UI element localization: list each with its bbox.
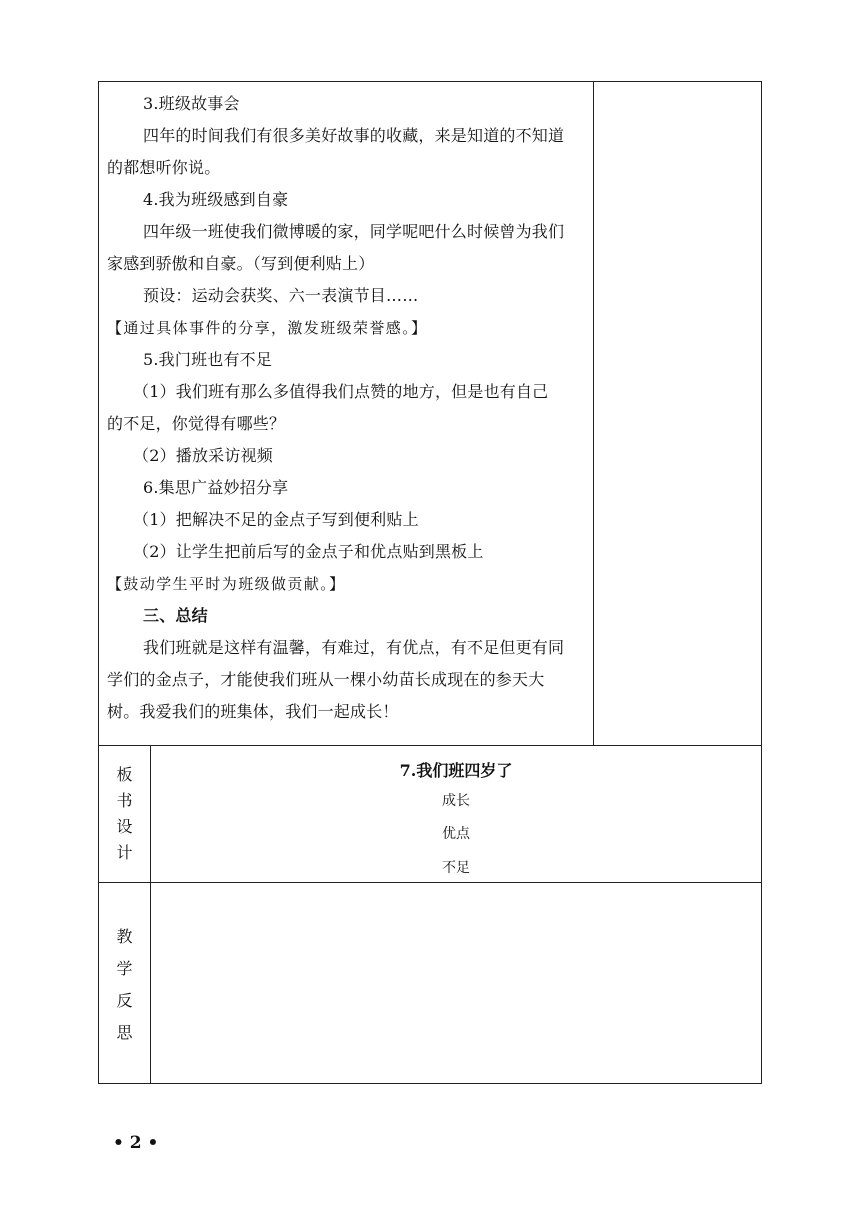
board-label-char: 计 (116, 843, 133, 862)
board-label-char: 书 (116, 791, 133, 810)
content-line: 我们班就是这样有温馨，有难过，有优点，有不足但更有同 (143, 638, 565, 657)
content-line: 5.我门班也有不足 (143, 350, 273, 369)
table-right-border (761, 81, 762, 1084)
page-number: • 2 • (113, 1133, 159, 1153)
reflection-label-char: 思 (116, 1023, 133, 1042)
board-item-growth: 成长 (442, 793, 470, 809)
content-line: 四年级一班使我们微博暖的家，同学呢吧什么时候曾为我们 (143, 222, 565, 241)
content-line: （1）我们班有那么多值得我们点赞的地方，但是也有自己 (133, 382, 549, 401)
reflection-label-char: 教 (116, 927, 133, 946)
row-divider-reflection (98, 882, 762, 883)
content-line: （1）把解决不足的金点子写到便利贴上 (133, 510, 419, 529)
content-line: 4.我为班级感到自豪 (143, 190, 289, 209)
content-line: （2）播放采访视频 (133, 446, 273, 465)
content-line: 6.集思广益妙招分享 (143, 478, 289, 497)
content-line: 四年的时间我们有很多美好故事的收藏，来是知道的不知道 (143, 126, 565, 145)
reflection-label-char: 反 (116, 991, 133, 1010)
board-label-char: 设 (116, 817, 133, 836)
table-top-border (98, 81, 762, 82)
board-item-strengths: 优点 (442, 826, 470, 842)
reflection-label (99, 920, 150, 1050)
board-label-char: 板 (116, 765, 133, 784)
board-design-label (99, 746, 150, 882)
content-line: 【鼓动学生平时为班级做贡献。】 (107, 575, 346, 593)
reflection-label-char: 学 (116, 959, 133, 978)
lesson-content (107, 88, 587, 728)
content-line: 三、总结 (143, 606, 208, 625)
notes-column-divider (593, 81, 594, 746)
board-title: 7.我们班四岁了 (399, 761, 513, 780)
content-line: 【通过具体事件的分享，激发班级荣誉感。】 (107, 319, 428, 337)
content-line: 3.班级故事会 (143, 94, 240, 113)
content-line: 的不足，你觉得有哪些？ (107, 414, 286, 433)
content-line: （2）让学生把前后写的金点子和优点贴到黑板上 (133, 542, 484, 561)
board-item-shortcomings: 不足 (442, 860, 470, 876)
content-line: 预设：运动会获奖、六一表演节目…… (143, 286, 419, 305)
content-line: 的都想听你说。 (107, 158, 221, 177)
content-line: 树。我爱我们的班集体，我们一起成长！ (107, 702, 399, 721)
content-line: 学们的金点子，才能使我们班从一棵小幼苗长成现在的参天大 (107, 670, 545, 689)
content-line: 家感到骄傲和自豪。（写到便利贴上） (107, 254, 375, 273)
row-divider-board (98, 745, 762, 746)
table-bottom-border (98, 1083, 762, 1084)
